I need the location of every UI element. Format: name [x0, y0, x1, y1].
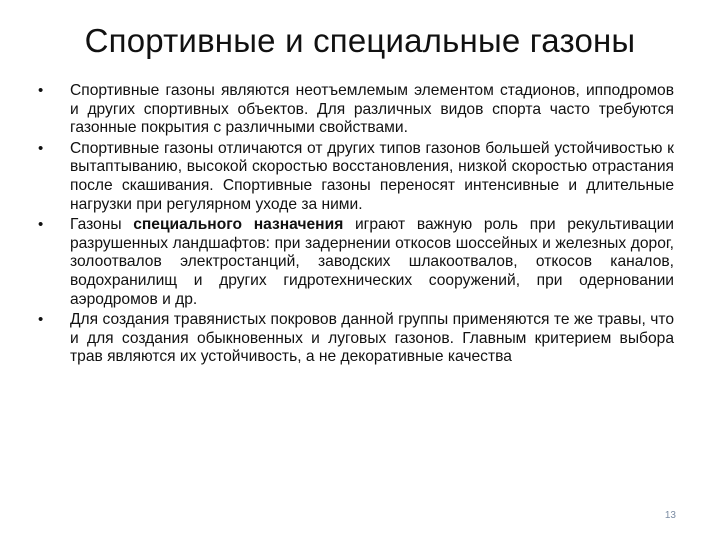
slide-title: Спортивные и специальные газоны	[84, 22, 636, 59]
bullet-text-1b: газоны являются неотъемлемым элементом стадионов, ипподромов и других спортивных объектов. Для различных видов спорта часто требуются газонные покрытия с различными свойствами.	[70, 82, 674, 137]
bullet-item	[38, 216, 674, 309]
bullet-text-3a: Газоны	[70, 216, 134, 234]
bullet-text-1: Спортивные	[70, 82, 160, 99]
bullet-item	[38, 140, 674, 214]
bullet-text-2: Спортивные газоны отличаются от других типов газонов большей устойчивостью к вытаптыванию, высокой скоростью восстановления, низкой скоростью отрастания после скашивания. Спортивные газоны переносят интенсивные и длительные нагрузки при регулярном уходе за ними.	[70, 139, 674, 213]
bullet-marker: •	[38, 139, 44, 157]
bullet-item	[38, 311, 674, 367]
bullet-marker: •	[38, 82, 44, 99]
bullet-list	[38, 82, 674, 369]
bullet-marker: •	[38, 311, 44, 329]
bullet-text-4: Для создания травянистых покровов данной группы применяются те же травы, что и для создания обыкновенных и луговых газонов. Главным критерием выбора трав являются их устойчивость, а не декоративные качества	[70, 311, 674, 366]
page-number: 13	[664, 510, 676, 521]
bullet-marker: •	[38, 216, 44, 234]
bullet-text-3-emphasis: специального назначения	[133, 216, 344, 234]
bullet-item	[38, 82, 674, 138]
bullet-text-3c: играют важную роль при рекультивации разрушенных ландшафтов: при задернении откосов шоссейных и железных дорог, золоотвалов электростанций, заводских шлакоотвалов, откосов каналов, водохранилищ и других гидротехнических сооружений, при одерновании аэродромов и др.	[70, 216, 674, 308]
